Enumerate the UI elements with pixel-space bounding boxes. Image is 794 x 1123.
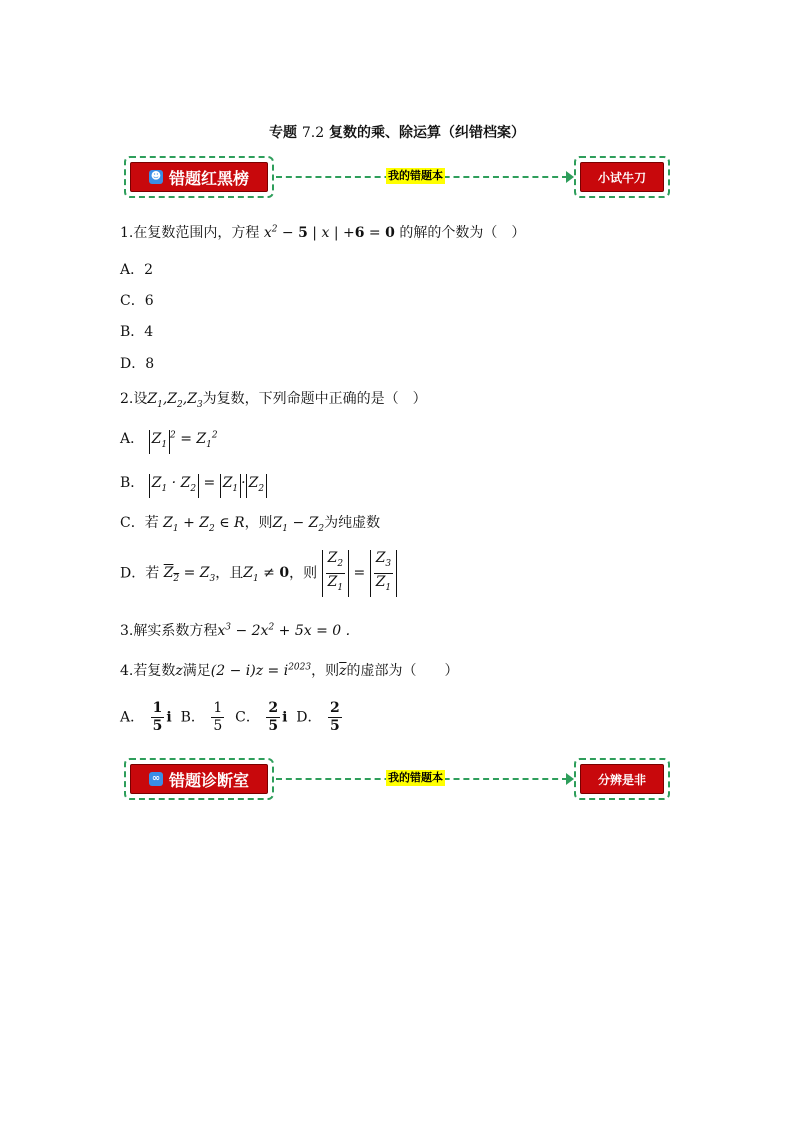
question-4: 4.若复数z满足$(2 - i)z = i^{2023}$，则$\overline{z}$的虚部为（ ） — [120, 662, 459, 679]
question-1: 1.在复数范围内，方程 $x^2 - 5$ | x | +6 = 0 的解的个数为（ ） — [120, 224, 526, 241]
q1-option-a: A．2 — [120, 262, 154, 278]
banner-middle-label: 我的错题本 — [388, 169, 443, 182]
q1-option-d: D．8 — [120, 356, 155, 372]
banner-right-box — [574, 758, 670, 800]
link-icon: ∞ — [149, 772, 163, 786]
banner-left-label: 错题诊断室 — [168, 770, 249, 790]
page-title — [0, 122, 794, 142]
banner-left-box — [124, 156, 274, 198]
q1-option-b: B．4 — [120, 324, 154, 340]
banner-right-box — [574, 156, 670, 198]
q2-option-b: B． $Z_1 \cdot Z_2 = Z_1 \cdot Z_2$ — [120, 472, 267, 498]
banner-error-list — [120, 156, 670, 200]
arrow-right-icon — [566, 171, 574, 183]
banner-right-label: 分辨是非 — [597, 772, 646, 787]
q2-option-c: C．若 $Z_1 + Z_2$ ∈ R，则$Z_1 - Z_2$为纯虚数 — [120, 515, 381, 534]
arrow-right-icon — [566, 773, 574, 785]
banner-left-label: 错题红黑榜 — [168, 168, 249, 188]
q1-equation: $x^2 - 5$ | x | +6 = 0 — [263, 224, 395, 241]
q1-option-c: C．6 — [120, 293, 154, 309]
title-text: 复数的乘、除运算（纠错档案） — [329, 125, 525, 141]
person-icon: ☻ — [150, 171, 162, 182]
question-3: 3.解实系数方程$x^3 - 2x^2 + 5x = 0$ . — [120, 622, 351, 639]
banner-right-label: 小试牛刀 — [597, 170, 646, 185]
banner-middle-label: 我的错题本 — [388, 771, 443, 784]
title-prefix: 专题 — [268, 125, 297, 141]
question-2: 2.设$Z_1,Z_2,Z_3$为复数，下列命题中正确的是（ ） — [120, 391, 427, 410]
q4-options: A． $\frac{1}{5}$ i B． $\frac{1}{5}$ C． $\frac{2}{5}$ i D． $\frac{2}{5}$ — [120, 700, 340, 734]
q2-option-a: A． $Z_1^2 = Z_1^2$ — [120, 428, 218, 454]
title-number: 7.2 — [301, 125, 325, 141]
banner-error-clinic — [120, 758, 670, 802]
banner-left-box — [124, 758, 274, 800]
q2-option-d: D．若 $Z_2 = Z_3$，且$Z_1 \ne 0$，则 $\frac{Z_2}{Z_1}$ = $\frac{Z_3}{Z_1}$ — [120, 550, 397, 597]
